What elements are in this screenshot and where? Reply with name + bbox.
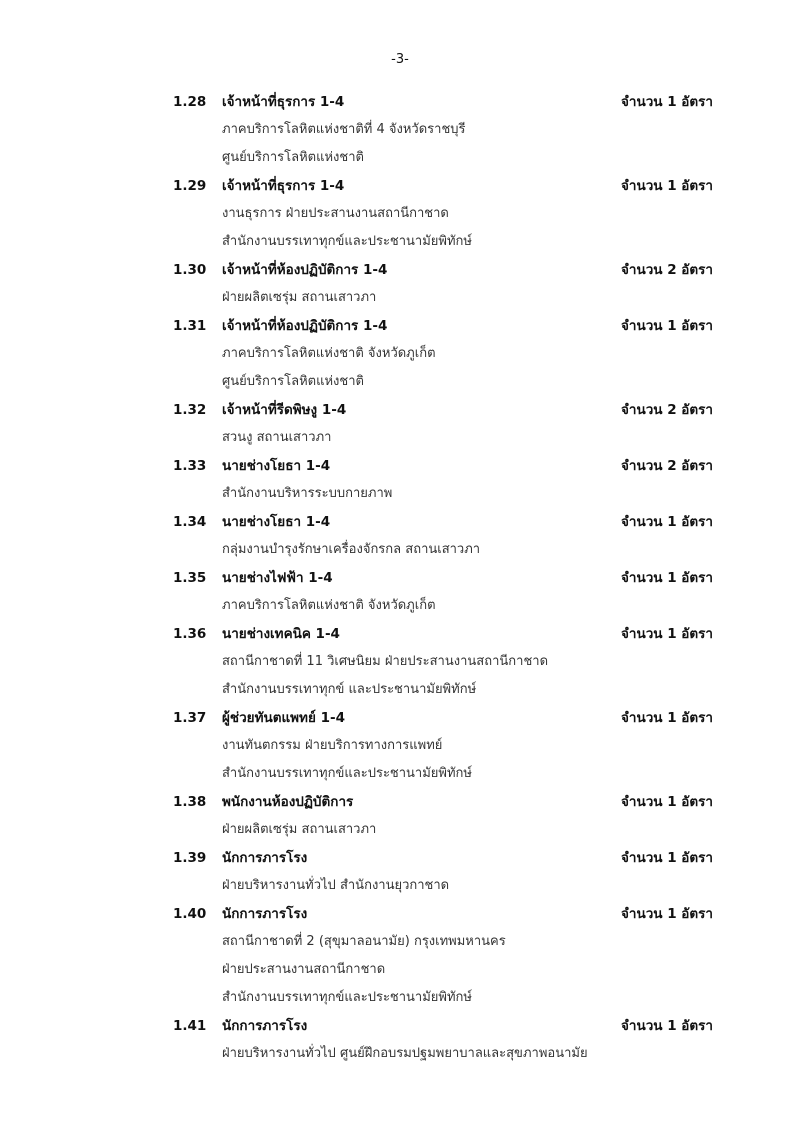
item-number: 1.31 [173, 318, 207, 334]
position-title: นักการภารโรง [222, 906, 308, 922]
department-text: สำนักงานบรรเทาทุกข์และประชานามัยพิทักษ์ [222, 990, 473, 1005]
department-line [173, 536, 713, 564]
position-title: นายช่างเทคนิค 1-4 [222, 626, 340, 642]
position-title: เจ้าหน้าที่ธุรการ 1-4 [222, 178, 345, 194]
department-text: สถานีกาชาดที่ 2 (สุขุมาลอนามัย) กรุงเทพมหานคร [222, 934, 506, 949]
position-count: จำนวน 1 อัตรา [620, 570, 713, 586]
department-line [173, 480, 713, 508]
department-line [173, 816, 713, 844]
position-title: เจ้าหน้าที่รีดพิษงู 1-4 [222, 402, 347, 418]
position-entry [173, 508, 713, 536]
position-count: จำนวน 2 อัตรา [620, 262, 713, 278]
item-number: 1.37 [173, 710, 207, 726]
department-line [173, 116, 713, 144]
position-title: นายช่างโยธา 1-4 [222, 514, 331, 530]
position-count: จำนวน 1 อัตรา [620, 514, 713, 530]
position-title: เจ้าหน้าที่ธุรการ 1-4 [222, 94, 345, 110]
item-number: 1.41 [173, 1018, 207, 1034]
position-entry [173, 452, 713, 480]
department-text: ฝ่ายประสานงานสถานีกาชาด [222, 962, 386, 977]
department-line [173, 424, 713, 452]
position-entry [173, 1012, 713, 1040]
department-line [173, 200, 713, 228]
item-number: 1.28 [173, 94, 207, 110]
position-count: จำนวน 1 อัตรา [620, 906, 713, 922]
department-line [173, 956, 713, 984]
department-text: กลุ่มงานบำรุงรักษาเครื่องจักรกล สถานเสาวภา [222, 542, 481, 557]
position-count: จำนวน 2 อัตรา [620, 458, 713, 474]
position-entry [173, 788, 713, 816]
position-count: จำนวน 1 อัตรา [620, 850, 713, 866]
department-text: สำนักงานบรรเทาทุกข์ และประชานามัยพิทักษ์ [222, 682, 477, 697]
department-text: งานธุรการ ฝ่ายประสานงานสถานีกาชาด [222, 206, 449, 221]
department-text: ภาคบริการโลหิตแห่งชาติ จังหวัดภูเก็ต [222, 598, 436, 613]
department-line [173, 760, 713, 788]
department-text: สำนักงานบรรเทาทุกข์และประชานามัยพิทักษ์ [222, 766, 473, 781]
department-line [173, 228, 713, 256]
position-count: จำนวน 1 อัตรา [620, 794, 713, 810]
department-text: สำนักงานบรรเทาทุกข์และประชานามัยพิทักษ์ [222, 234, 473, 249]
position-title: นักการภารโรง [222, 1018, 308, 1034]
item-number: 1.36 [173, 626, 207, 642]
page-number: -3- [391, 52, 409, 67]
position-entry [173, 256, 713, 284]
department-line [173, 648, 713, 676]
position-entry [173, 312, 713, 340]
position-count: จำนวน 1 อัตรา [620, 1018, 713, 1034]
department-line [173, 676, 713, 704]
department-text: ฝ่ายบริหารงานทั่วไป สำนักงานยุวกาชาด [222, 878, 450, 893]
item-number: 1.30 [173, 262, 207, 278]
department-line [173, 984, 713, 1012]
department-text: สำนักงานบริหารระบบกายภาพ [222, 486, 393, 501]
department-text: ศูนย์บริการโลหิตแห่งชาติ [222, 150, 364, 165]
item-number: 1.32 [173, 402, 207, 418]
department-line [173, 928, 713, 956]
department-text: สถานีกาชาดที่ 11 วิเศษนิยม ฝ่ายประสานงานสถานีกาชาด [222, 654, 549, 669]
department-text: ฝ่ายผลิตเซรุ่ม สถานเสาวภา [222, 290, 377, 305]
department-text: ฝ่ายบริหารงานทั่วไป ศูนย์ฝึกอบรมปฐมพยาบาลและสุขภาพอนามัย [222, 1046, 588, 1061]
department-line [173, 340, 713, 368]
position-entry [173, 900, 713, 928]
position-count: จำนวน 1 อัตรา [620, 710, 713, 726]
position-title: นักการภารโรง [222, 850, 308, 866]
position-count: จำนวน 2 อัตรา [620, 402, 713, 418]
position-title: นายช่างไฟฟ้า 1-4 [222, 570, 333, 586]
position-entry [173, 396, 713, 424]
department-text: งานทันตกรรม ฝ่ายบริการทางการแพทย์ [222, 738, 443, 753]
department-line [173, 284, 713, 312]
position-count: จำนวน 1 อัตรา [620, 178, 713, 194]
position-entry [173, 620, 713, 648]
department-line [173, 368, 713, 396]
position-title: เจ้าหน้าที่ห้องปฏิบัติการ 1-4 [222, 262, 388, 278]
position-count: จำนวน 1 อัตรา [620, 94, 713, 110]
item-number: 1.35 [173, 570, 207, 586]
department-line [173, 732, 713, 760]
position-entry [173, 564, 713, 592]
department-text: ศูนย์บริการโลหิตแห่งชาติ [222, 374, 364, 389]
position-count: จำนวน 1 อัตรา [620, 318, 713, 334]
position-count: จำนวน 1 อัตรา [620, 626, 713, 642]
position-entry [173, 172, 713, 200]
department-text: ภาคบริการโลหิตแห่งชาติที่ 4 จังหวัดราชบุรี [222, 122, 466, 137]
position-title: ผู้ช่วยทันตแพทย์ 1-4 [222, 710, 345, 726]
item-number: 1.40 [173, 906, 207, 922]
position-title: นายช่างโยธา 1-4 [222, 458, 331, 474]
position-entry [173, 704, 713, 732]
department-text: ภาคบริการโลหิตแห่งชาติ จังหวัดภูเก็ต [222, 346, 436, 361]
item-number: 1.33 [173, 458, 207, 474]
position-list [173, 88, 713, 1068]
position-title: เจ้าหน้าที่ห้องปฏิบัติการ 1-4 [222, 318, 388, 334]
department-text: สวนงู สถานเสาวภา [222, 430, 332, 445]
item-number: 1.29 [173, 178, 207, 194]
position-title: พนักงานห้องปฏิบัติการ [222, 794, 354, 810]
item-number: 1.34 [173, 514, 207, 530]
item-number: 1.39 [173, 850, 207, 866]
department-line [173, 144, 713, 172]
department-text: ฝ่ายผลิตเซรุ่ม สถานเสาวภา [222, 822, 377, 837]
position-entry [173, 844, 713, 872]
department-line [173, 592, 713, 620]
department-line [173, 1040, 713, 1068]
position-entry [173, 88, 713, 116]
department-line [173, 872, 713, 900]
item-number: 1.38 [173, 794, 207, 810]
